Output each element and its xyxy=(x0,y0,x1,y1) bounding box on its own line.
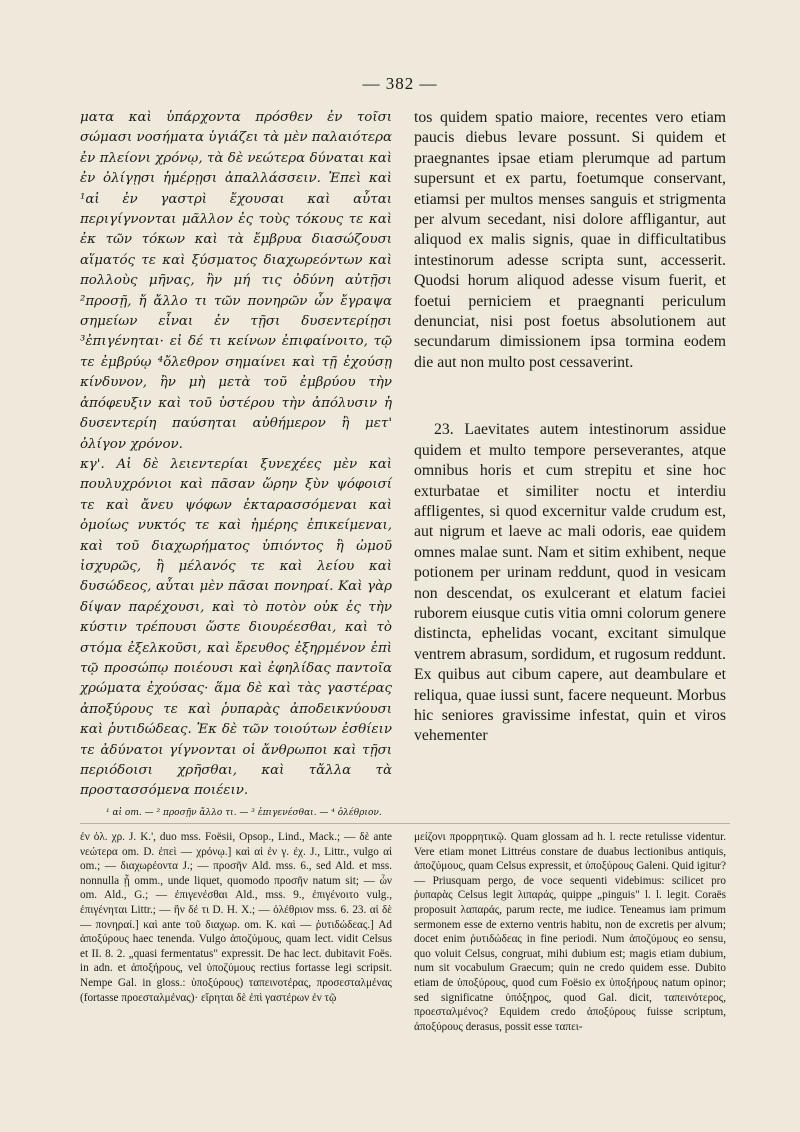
apparatus-notes-right xyxy=(414,830,726,1034)
notes-divider xyxy=(80,823,730,824)
latin-paragraph-2: 23. Laevitates autem intestinorum assidue quidem et multo tempore perseverantes, atque omnibus horis et cum strepitu et sine hoc exturbatae et similiter noctu et interdiu affligentes, si quod excernitur valde crudum est, aut nigrum et laeve ac mali odoris, eae quidem omnes malae sunt. Nam et sitim exhibent, neque potionem per urinam reddunt, quod in vesicam non descendat, os exulcerant et elatum faciei ruborem eiusque cutis vitia omni colorum genere distincta, ephelidas vocant, excitant simulque ventrem abrasum, sordidum, et rugosum reddunt. Ex quibus aut cibum capere, aut deambulare et reliqua, quae iussi sunt, facere nequeunt. Morbus hic seniores gravissime infestat, quin et viros vehementer xyxy=(414,421,726,745)
notes-left-text: ἐν ὀλ. χρ. J. K.', duo mss. Foësii, Opsop., Lind., Mack.; — δὲ ante νεώτερα om. D. ἐπεὶ — χρόνῳ.] καὶ αἱ ἐν γ. ἐχ. J., Littr., vulgo αἱ om.; — διαχωρέοντα J.; — προσῆν Ald. mss. 6., sed Ald. et mss. nonnulla ᾗ omm., unde liquet, quomodo προσῆν natum sit; — ὧν om. Ald., G.; — ἐπιγενέσθαι Ald., mss. 9., ἐπιγένοιτο vulg., ἐπιγένηται Littr.; — ἢν δέ τι D. H. X.; — ὀλέθριον mss. 6. 23. αἱ δὲ — πονηραί.] καὶ ante τοῦ διαχωρ. om. K. καὶ — ῥυτιδώδεας.] Ad ἀποξύρους haec tenenda. Vulgo ἀποζύμους, quam lect. vidit Celsus et II. 8. 2. „quasi fermentatus" expressit. De hac lect. dubitavit Foës. in adn. et ἀποξήρους, vel ὑποζύμους rectius fortasse legi scripsit. Nempe Gal. in gloss.: ὑποξύρους) ταπεινοτέρας, προσεσταλμένας (fortasse προεσταλμένας)· εἴρηται δὲ ἐπὶ γαστέρων ἐν τῷ xyxy=(80,831,392,1004)
latin-column xyxy=(414,108,726,747)
greek-paragraph-1: ματα καὶ ὑπάρχοντα πρόσθεν ἐν τοῖσι σώμασι νοσήματα ὑγιάζει τὰ μὲν παλαιότερα ἐν πλείονι χρόνῳ, τὰ δὲ νεώτερα δύναται καὶ ἐν ὀλίγῃσι ἡμέρῃσι ἀπαλλάσσειν. Ἐπεὶ καὶ ¹αἱ ἐν γαστρὶ ἔχουσαι καὶ αὗται περιγίγνονται μᾶλλον ἐς τοὺς τόκους τε καὶ ἐκ τῶν τόκων καὶ τὰ ἔμβρυα διασώζουσι αἵματός τε καὶ ξύσματος διαχωρεόντων καὶ πολλοὺς μῆνας, ἢν μή τις ὀδύνη αὐτῇσι ²προσῇ, ἤ ἄλλο τι τῶν πονηρῶν ὧν ἔγραψα σημείων εἶναι ἐν τῇσι δυσεντερίῃσι ³ἐπιγένηται· εἰ δέ τι κείνων ἐπιφαίνοιτο, τῷ τε ἐμβρύῳ ⁴ὄλεθρον σημαίνει καὶ τῇ ἐχούσῃ κίνδυνον, ἢν μὴ μετὰ τοῦ ἐμβρύου τὴν ἀπόφευξιν καὶ τοῦ ὑστέρου τὴν ἀπόλυσιν ἡ δυσεντερίη παύσηται αὐθήμερον ἢ μετ' ὀλίγον χρόνον. xyxy=(80,110,392,452)
apparatus-notes-left xyxy=(80,830,392,1005)
greek-column xyxy=(80,108,392,802)
greek-footnotes: ¹ αἱ om. — ² προσῇν ἄλλο τι. — ³ ἐπιγενέσθαι. — ⁴ ὀλέθριον. xyxy=(106,808,382,818)
page-number: — 382 — xyxy=(362,74,438,93)
notes-right-text: μείζονι προρρητικῷ. Quam glossam ad h. l. recte retulisse videntur. Vere etiam monet Littréus constare de duabus lectionibus antiquis, ἀποζύμους, quam Celsus expressit, et ὑποξύρους Galeni. Quid igitur? — Priusquam pergo, de voce sequenti videbimus: scilicet pro ῥυπαρὰς Celsus legit λιπαράς, quippe „pinguis" l. l. legit. Coraës proposuit λαπαράς, parum recte, me iudice. Teneamus iam primum sermonem esse de externo ventris habitu, non de excretis per alvum; docet enim ῥυτιδώδεας in fine periodi. Num ἀποζύμους eo sensu, quo voluit Celsus, congruat, mihi dubium est; magis etiam dubium, num sit vocabulum Graecum; quin ne credo quidem esse. Dubito etiam de ὑποξύρους, quod cum Foësio ex ὑποξήρους natum opinor; sed significatne ὑπόξηρος, quod Gal. dicit, ταπεινότερος, προεσταλμένος? Equidem credo ἀποξύρους fuisse scriptum, ἀποξύρους derasus, possit esse ταπει- xyxy=(414,831,726,1033)
greek-paragraph-2: κγ'. Αἱ δὲ λειεντερίαι ξυνεχέες μὲν καὶ πουλυχρόνιοι καὶ πᾶσαν ὥρην ξὺν ψόφοισί τε καὶ ἄνευ ψόφων ἐκταρασσόμεναι καὶ ὁμοίως νυκτός τε καὶ ἡμέρης ἐπικείμεναι, καὶ τοῦ διαχωρήματος ὑπιόντος ἢ ὠμοῦ ἰσχυρῶς, ἢ μέλανός τε καὶ λείου καὶ δυσώδεος, αὗται μὲν πᾶσαι πονηραί. Καὶ γὰρ δίψαν παρέχουσι, καὶ τὸ ποτὸν οὐκ ἐς τὴν κύστιν τρέπουσι ὥστε διουρέεσθαι, καὶ τὸ στόμα ἐξελκοῦσι, καὶ ἔρευθος ἐξηρμένον ἐπὶ τῷ προσώπῳ ποιέουσι καὶ ἐφηλίδας παντοῖα χρώματα ἐχούσας· ἅμα δὲ καὶ τὰς γαστέρας ἀποξύρους τε καὶ ῥυπαρὰς ἀποδεικνύουσι καὶ ῥυτιδώδεας. Ἐκ δὲ τῶν τοιούτων ἐσθίειν τε ἀδύνατοι γίγνονται οἱ ἄνθρωποι καὶ τῇσι περιόδοισι χρῆσθαι, καὶ τἄλλα τὰ προστασσόμενα ποιέειν. xyxy=(80,456,392,799)
latin-paragraph-1: tos quidem spatio maiore, recentes vero etiam paucis diebus levare possunt. Si quidem et praegnantes ipsae etiam plerumque ad partum supersunt et ex partu, foetumque conservant, etiamsi per multos menses sanguis et strigmenta per alvum secedant, nisi dolore affligantur, aut aliquod ex malis signis, quae in difficultatibus intestinorum adesse scripta sunt, accesserit. Quodsi horum aliquod adesse visum fuerit, et foetui perniciem et praegnanti periculum denunciat, nisi post foetus absolutionem aut secundarum dimissionem ipsa tormina eodem die aut non multo post cessaverint. xyxy=(414,109,726,371)
